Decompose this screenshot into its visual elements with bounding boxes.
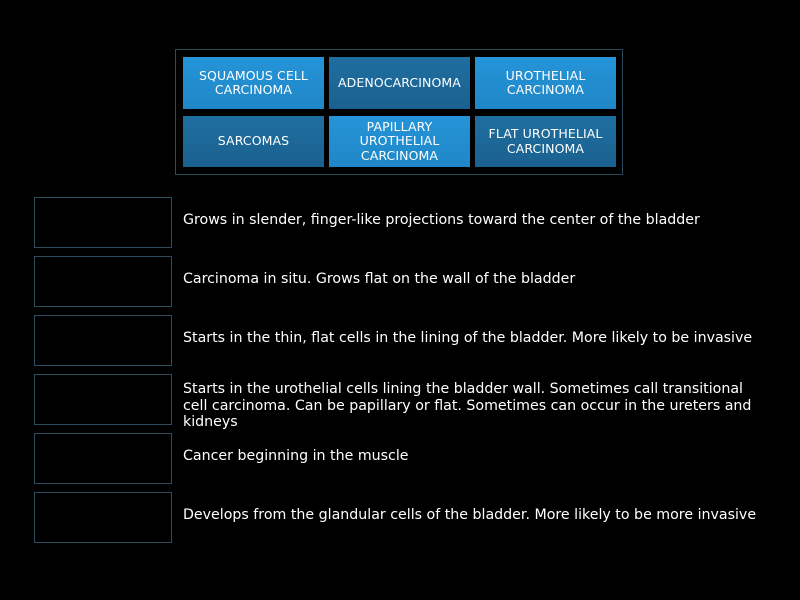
description-2: Carcinoma in situ. Grows flat on the wall of the bladder bbox=[183, 271, 576, 287]
drop-zone-5[interactable] bbox=[34, 433, 172, 484]
drop-zone-1[interactable] bbox=[34, 197, 172, 248]
description-6: Develops from the glandular cells of the bladder. More likely to be more invasive bbox=[183, 507, 757, 523]
description-1: Grows in slender, finger-like projections toward the center of the bladder bbox=[183, 212, 700, 228]
description-3: Starts in the thin, flat cells in the lining of the bladder. More likely to be invasive bbox=[183, 330, 753, 346]
description-4: Starts in the urothelial cells lining the bladder wall. Sometimes call transitional cell carcinoma. Can be papillary or flat. Sometimes can occur in the ureters and kidneys bbox=[183, 381, 752, 430]
drop-zone-6[interactable] bbox=[34, 492, 172, 543]
tile-sarcomas[interactable]: SARCOMAS bbox=[183, 116, 324, 167]
tile-papillary-urothelial-carcinoma[interactable]: PAPILLARY UROTHELIAL CARCINOMA bbox=[329, 116, 470, 167]
tile-urothelial-carcinoma[interactable]: UROTHELIAL CARCINOMA bbox=[475, 57, 616, 109]
drop-zone-4[interactable] bbox=[34, 374, 172, 425]
drop-zone-2[interactable] bbox=[34, 256, 172, 307]
drop-zone-3[interactable] bbox=[34, 315, 172, 366]
description-5: Cancer beginning in the muscle bbox=[183, 448, 409, 464]
tile-flat-urothelial-carcinoma[interactable]: FLAT UROTHELIAL CARCINOMA bbox=[475, 116, 616, 167]
tile-adenocarcinoma[interactable]: ADENOCARCINOMA bbox=[329, 57, 470, 109]
tile-squamous-cell-carcinoma[interactable]: SQUAMOUS CELL CARCINOMA bbox=[183, 57, 324, 109]
